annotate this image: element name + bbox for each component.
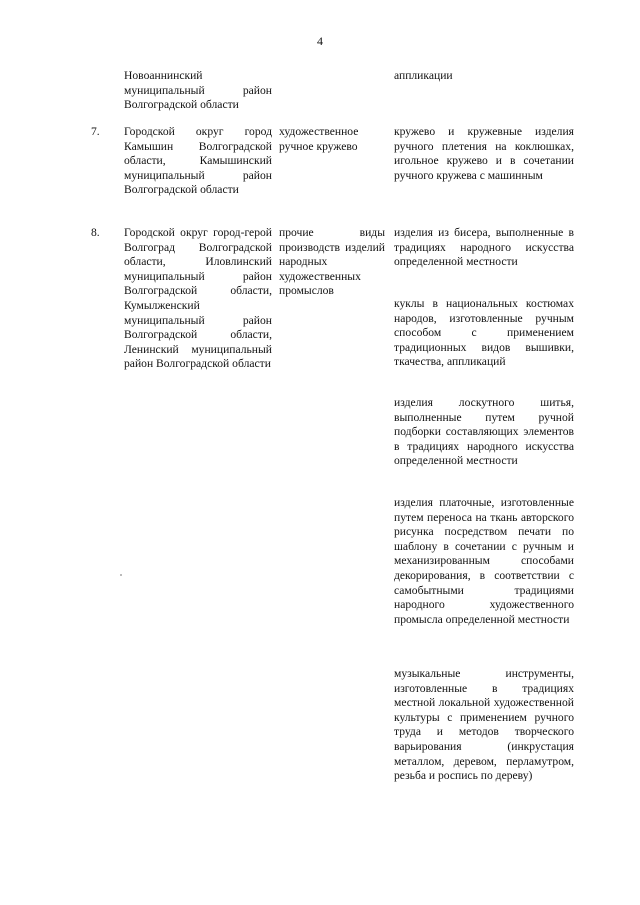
page-number: 4 [317, 34, 323, 48]
craft-kind-cell: прочие виды производств изделий народных художественных промыслов [279, 226, 385, 298]
item-description: кружево и кружевные изделия ручного плетения на коклюшках, игольное кружево и в сочетании ручного кружева с машинным [394, 125, 574, 182]
scan-speck [120, 574, 122, 576]
region-cell: Городской округ город Камышин Волгоградской области, Камышинский муниципальный район Волгоградской области [124, 125, 272, 197]
craft-kind-cell: художественное ручное кружево [279, 125, 359, 153]
item-description: изделия платочные, изготовленные путем переноса на ткань авторского рисунка посредством печати по шаблону в сочетании с ручным и механизированным способами декорирования, в соответствии с самобытными традициями народного художественного промысла определенной местности [394, 496, 574, 626]
region-cell: Новоаннинский муниципальный район Волгоградской области [124, 69, 272, 112]
row-number: 7. [91, 125, 100, 138]
item-description: изделия лоскутного шитья, выполненные путем ручной подборки составляющих элементов в традициях народного искусства определенной местности [394, 396, 574, 468]
row-number: 8. [91, 226, 100, 239]
item-description: куклы в национальных костюмах народов, изготовленные ручным способом с применением традиционных видов вышивки, ткачества, аппликаций [394, 297, 574, 369]
item-description: музыкальные инструменты, изготовленные в традициях местной локальной художественной культуры с применением ручного труда и методов творческого варьирования (инкрустация металлом, деревом, перламутром, резьба и роспись по дереву) [394, 667, 574, 783]
item-description: изделия из бисера, выполненные в традициях народного искусства определенной местности [394, 226, 574, 269]
item-description: аппликации [394, 69, 453, 82]
region-cell: Городской округ город-герой Волгоград Волгоградской области, Иловлинский муниципальный район Волгоградской области, Кумылженский муниципальный район Волгоградской области, Ленинский муниципальный район Волгоградской области [124, 226, 272, 371]
